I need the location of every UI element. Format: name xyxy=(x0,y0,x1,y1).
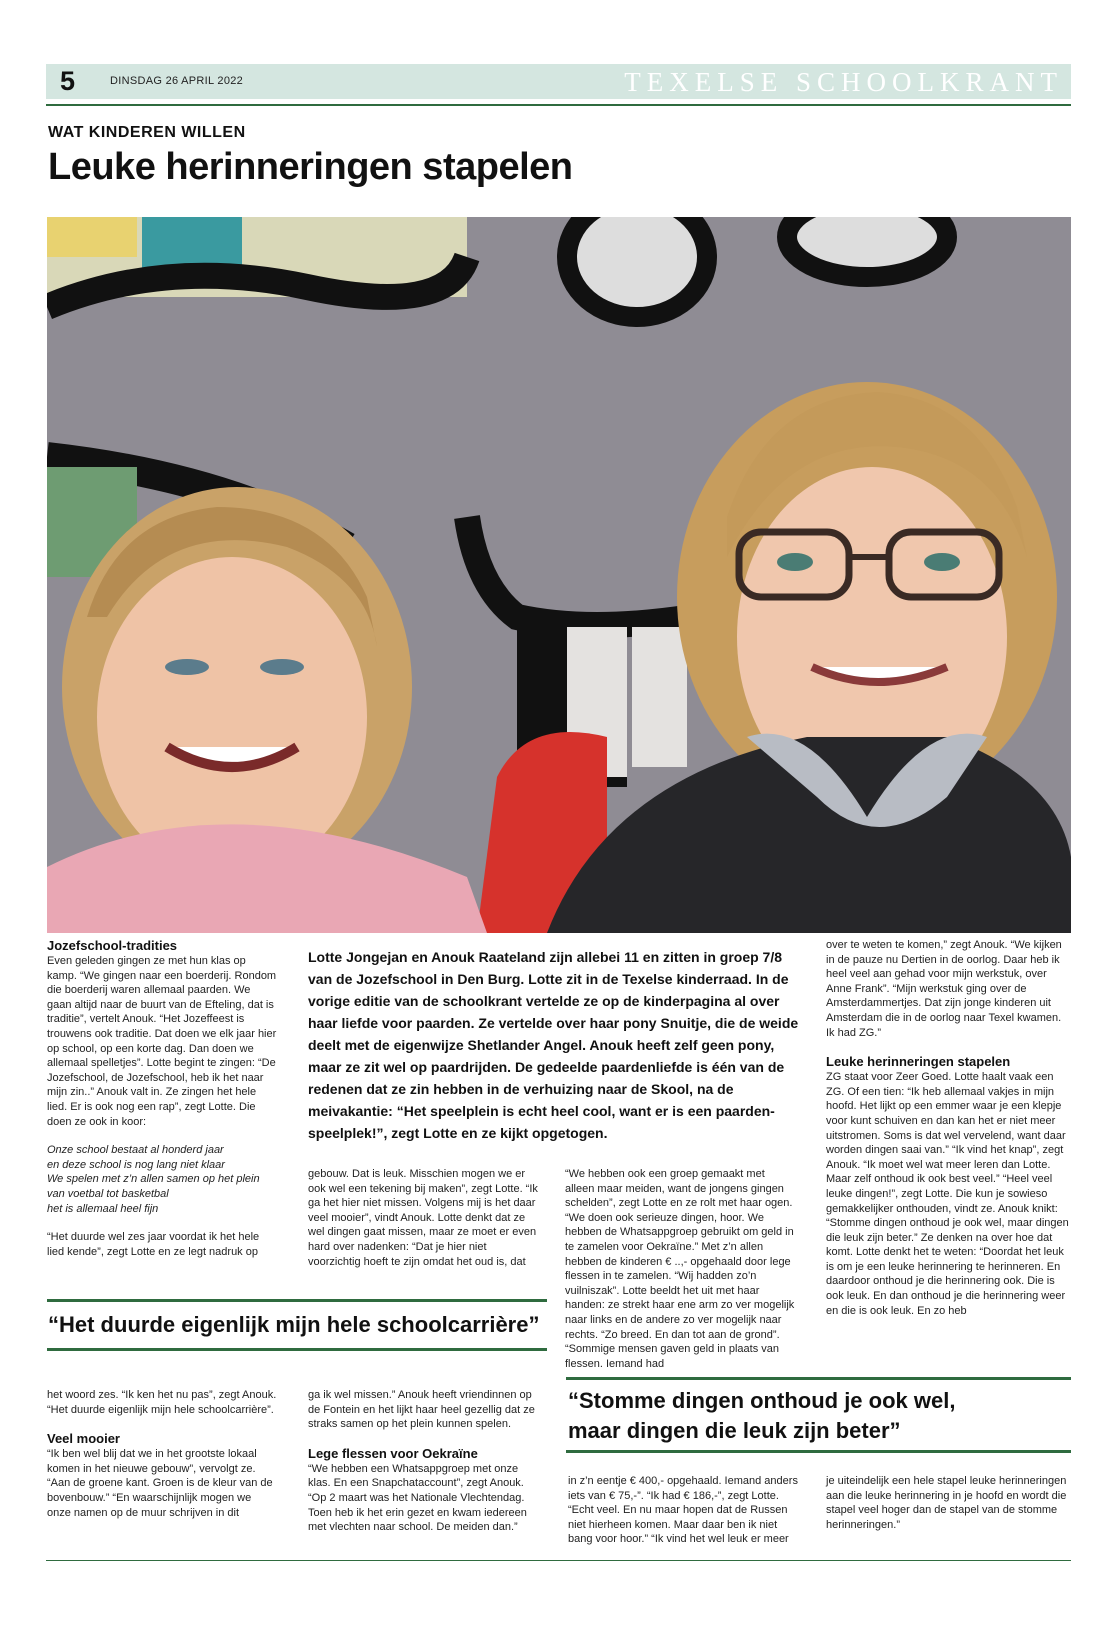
article-column-1 xyxy=(47,938,277,1259)
b2-paragraph-1: ga ik wel missen.” Anouk heeft vriendinnen op de Fontein en het lijkt haar heel gezellig dat ze straks samen op het plein kunnen spelen. xyxy=(308,1389,535,1431)
article-intro: Lotte Jongejan en Anouk Raateland zijn allebei 11 en zitten in groep 7/8 van de Jozefschool in Den Burg. Lotte zit in de Texelse kinderraad. In de vorige editie van de schoolkrant vertelde ze op de kinderpagina al over haar liefde voor paarden. Ze vertelde over haar pony Snuitje, die de weide deelt met de eigenwijze Shetlander Angel. Anouk heeft zelf geen pony, maar ze zit wel op paardrijden. De gedeelde paardenliefde is één van de redenen dat ze zin hebben in de verhuizing naar de Skool, na de meivakantie: “Het speelplein is echt heel cool, want er is een paarden-speelplek!”, zegt Lotte en ze kijkt opgetogen. xyxy=(308,949,799,1141)
page-number: 5 xyxy=(60,66,76,96)
quote-rule-bottom xyxy=(47,1348,547,1351)
pull-quote-1: “Het duurde eigenlijk mijn hele schoolcarrière” xyxy=(48,1312,540,1337)
verse-line: Onze school bestaat al honderd jaar xyxy=(47,1144,224,1157)
article-column-4 xyxy=(826,938,1070,1318)
page-bottom-rule xyxy=(46,1560,1071,1561)
bottom-column-3: in z’n eentje € 400,- opgehaald. Iemand anders iets van € 75,-”. “Ik had € 186,-”, zegt Lotte. “Echt veel. En nu maar hopen dat de Russen niet hierheen komen. Maar daar ben ik niet bang voor hoor.” “Ik vind het wel leuk er meer xyxy=(568,1475,798,1546)
b1-paragraph-2: “Ik ben wel blij dat we in het grootste lokaal komen in het nieuwe gebouw”, vervolgt ze. “Aan de groene kant. Groen is de kleur van de bovenbouw.” “En waarschijnlijk mogen we onze namen op de muur schrijven in dit xyxy=(47,1448,273,1519)
verse-line: het is allemaal heel fijn xyxy=(47,1202,159,1215)
pull-quote-2-line-2: maar dingen die leuk zijn beter” xyxy=(568,1418,901,1443)
verse-line: en deze school is nog lang niet klaar xyxy=(47,1158,225,1171)
subhead-lege-flessen: Lege flessen voor Oekraïne xyxy=(308,1445,478,1461)
page-date: DINSDAG 26 APRIL 2022 xyxy=(110,75,244,87)
verse-line: van voetbal tot basketbal xyxy=(47,1187,169,1200)
article-photo xyxy=(47,217,1071,933)
article-kicker: WAT KINDEREN WILLEN xyxy=(48,124,246,141)
subhead-leuke-herinneringen: Leuke herinneringen stapelen xyxy=(826,1054,1011,1070)
col4-paragraph-2: ZG staat voor Zeer Goed. Lotte haalt vaak een ZG. Of een tien: “Ik heb allemaal vakjes in mijn hoofd. Het lijkt op een emmer waar je een klepje voor kunt schuiven en dan kan het er niet meer uitstromen. Soms is dat wel vervelend, want daar worden dingen saai van.” “Ik vind het knap”, zegt Anouk. “Ik moet wel wat meer leren dan Lotte. Maar zelf onthoud ik ook best veel.” “Heel veel leuke dingen!”, zegt Lotte. Die kun je sowieso gemakkelijker onthouden, vindt ze. Anouk knikt: “Stomme dingen onthoud je ook wel, maar dingen die leuk zijn beter.” Ze denken na over hoe dat komt. Lotte denkt het te weten: “Doordat het leuk is om je een leuke herinnering te herinneren. En daardoor onthoud je die herinnering ook. Die is ook leuk. En dan onthoud je die herinnering weer en die is ook leuk. En zo heb xyxy=(826,1071,1069,1317)
bottom-column-4: je uiteindelijk een hele stapel leuke herinneringen aan die leuke herinnering in je hoofd en wordt die stapel veel hoger dan de stapel van de stomme herinneringen.” xyxy=(826,1475,1067,1531)
page-header xyxy=(46,64,1071,99)
quote-rule-top xyxy=(47,1299,547,1302)
article-column-3: “We hebben ook een groep gemaakt met alleen maar meiden, want de jongens gingen schelden”, zegt Lotte en ze rolt met haar ogen. “We doen ook serieuze dingen, hoor. We hebben de Whatsappgroep gebruikt om geld in te zamelen voor Oekraïne.” Met z’n allen hebben de kinderen € ..,- opgehaald door lege flessen in te zamelen. “Wij hadden zo’n vuilniszak”. Lotte beeldt het uit met haar handen: ze strekt haar ene arm zo ver mogelijk naar links en de andere zo ver mogelijk naar rechts. “Zo breed. En dan tot aan de grond”. “Sommige mensen gaven geld in plaats van flessen. Iemand had xyxy=(565,1168,795,1370)
verse-line: We spelen met z’n allen samen op het plein xyxy=(47,1173,260,1186)
b2-paragraph-2: “We hebben een Whatsappgroep met onze klas. En een Snapchataccount”, zegt Anouk. “Op 2 maart was het Nationale Vlechtendag. Toen heb ik het erin gezet en kwam iedereen met vlechten naar school. De meiden dan.” xyxy=(308,1462,527,1534)
quote-rule-bottom xyxy=(566,1450,1071,1453)
b1-paragraph-1: het woord zes. “Ik ken het nu pas”, zegt Anouk. “Het duurde eigenlijk mijn hele schoolcarrière”. xyxy=(47,1389,277,1416)
subhead-jozefschool-tradities: Jozefschool-tradities xyxy=(47,938,178,953)
pull-quote-2 xyxy=(568,1386,1068,1446)
bottom-column-2 xyxy=(308,1388,540,1535)
bottom-column-1 xyxy=(47,1388,277,1520)
pull-quote-2-line-1: “Stomme dingen onthoud je ook wel, xyxy=(568,1388,956,1413)
col1-paragraph-2: “Het duurde wel zes jaar voordat ik het hele lied kende”, zegt Lotte en ze legt nadruk op xyxy=(47,1231,260,1258)
col1-paragraph-1: Even geleden gingen ze met hun klas op kamp. “We gingen naar een boerderij. Rondom die boerderij waren allemaal paarden. We gaan altijd naar de buurt van de Efteling, dat is traditie”, vertelt Anouk. “Het Jozeffeest is trouwens ook traditie. Dat doen we elk jaar hier op school, op een korte dag. Dan doen we allemaal spelletjes”. Lotte begint te zingen: “De Jozefschool, de Jozefschool, heb ik het naar mijn zin..” Anouk valt in. Ze zingen het hele lied. Er is ook nog een rap”, zegt Lotte. Die doen ze ook in koor: xyxy=(47,955,277,1128)
newspaper-name: TEXELSE SCHOOLKRANT xyxy=(624,67,1063,97)
col4-paragraph-1: over te weten te komen,” zegt Anouk. “We kijken in de pauze nu Dertien in de oorlog. Daar heb ik heel veel aan gehad voor mijn werkstuk, over Anne Frank”. “Mijn werkstuk ging over de Amsterdammertjes. Dat zijn jonge kinderen uit Amsterdam die in de oorlog naar Texel kwamen. Ik had ZG.” xyxy=(826,939,1062,1039)
header-rule xyxy=(46,104,1071,106)
quote-rule-top xyxy=(566,1377,1071,1380)
subhead-veel-mooier: Veel mooier xyxy=(47,1431,120,1447)
article-column-2: gebouw. Dat is leuk. Misschien mogen we er ook wel een tekening bij maken”, zegt Lotte. “Ik ga het hier niet missen. Volgens mij is het daar veel mooier”, vindt Anouk. Lotte denkt dat ze wel dingen gaat missen, maar ze moet er even hard over nadenken: “Dat je hier niet voorzichtig hoeft te zijn omdat het oud is, dat xyxy=(308,1168,538,1268)
article-headline: Leuke herinneringen stapelen xyxy=(48,146,573,188)
